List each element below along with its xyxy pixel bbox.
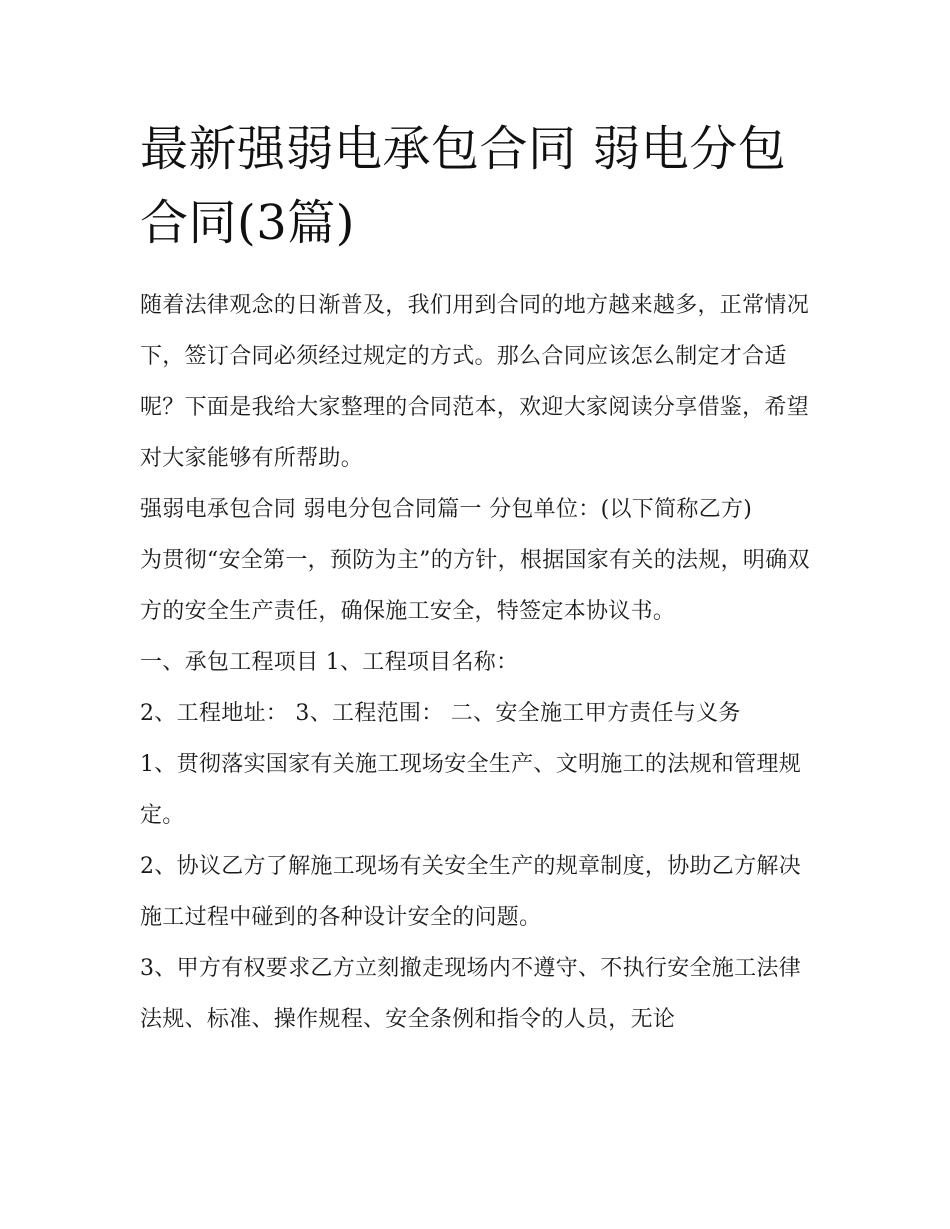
document-title: 最新强弱电承包合同 弱电分包合同(3篇): [140, 121, 787, 251]
document-body: [140, 112, 815, 1045]
paragraph-clause-3: 3、甲方有权要求乙方立刻撤走现场内不遵守、不执行安全施工法律法规、标准、操作规程、安全条例和指令的人员，无论: [140, 956, 801, 1032]
paragraph-project-address: 2、工程地址： 3、工程范围： 二、安全施工甲方责任与义务: [140, 701, 741, 726]
paragraph-section-heading: 强弱电承包合同 弱电分包合同篇一 分包单位：(以下简称乙方): [140, 497, 753, 522]
paragraph-policy: 为贯彻“安全第一，预防为主”的方针，根据国家有关的法规，明确双方的安全生产责任，确保施工安全，特签定本协议书。: [140, 548, 810, 624]
paragraph-intro: 随着法律观念的日渐普及，我们用到合同的地方越来越多，正常情况下，签订合同必须经过规定的方式。那么合同应该怎么制定才合适呢？下面是我给大家整理的合同范本，欢迎大家阅读分享借鉴，希望对大家能够有所帮助。: [140, 293, 810, 471]
paragraph-project-item: 一、承包工程项目 1、工程项目名称：: [140, 650, 519, 675]
paragraph-clause-2: 2、协议乙方了解施工现场有关安全生产的规章制度，协助乙方解决施工过程中碰到的各种设计安全的问题。: [140, 854, 801, 930]
paragraph-clause-1: 1、贯彻落实国家有关施工现场安全生产、文明施工的法规和管理规定。: [140, 752, 801, 828]
